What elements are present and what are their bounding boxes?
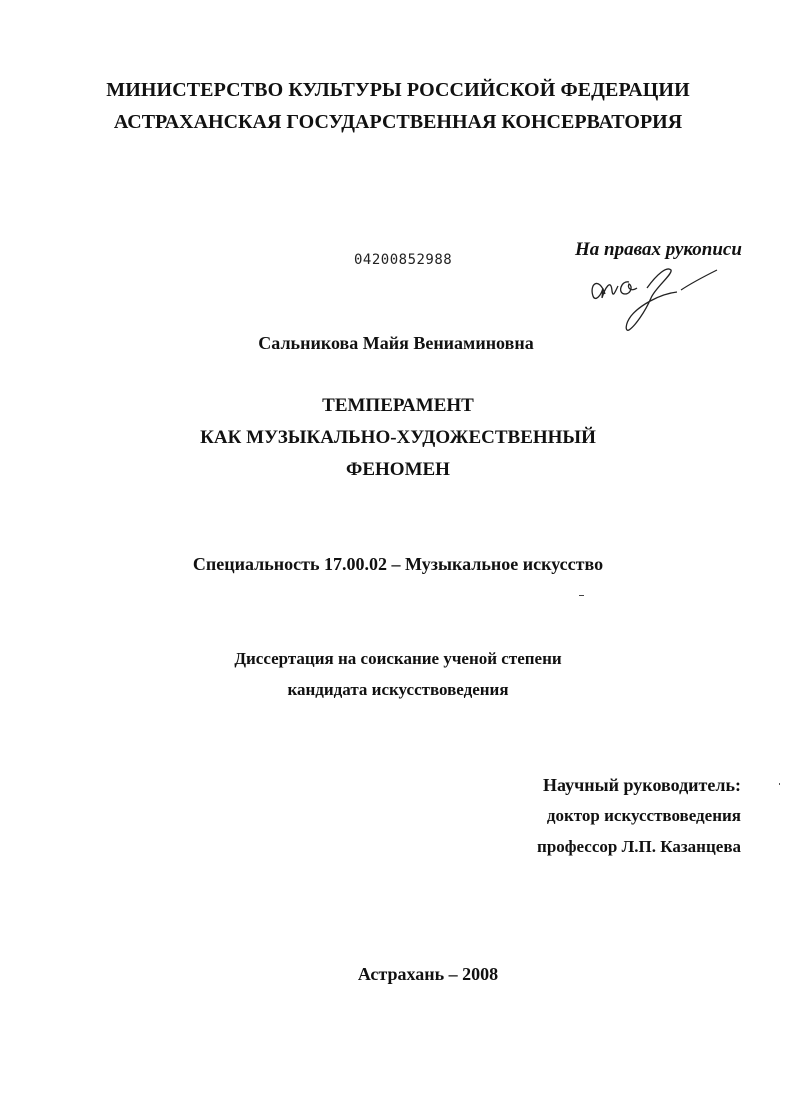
- supervisor-label: Научный руководитель:: [543, 775, 741, 795]
- author-name: Сальникова Майя Вениаминовна: [258, 333, 534, 353]
- handwritten-signature: [585, 258, 725, 338]
- dissertation-line-2: кандидата искусствоведения: [287, 680, 509, 699]
- rights-note: На правах рукописи: [575, 239, 742, 260]
- specialty: Специальность 17.00.02 – Музыкальное искусство: [192, 554, 604, 574]
- conservatory-heading: АСТРАХАНСКАЯ ГОСУДАРСТВЕННАЯ КОНСЕРВАТОРИЯ: [113, 111, 683, 133]
- title-line-3: ФЕНОМЕН: [346, 459, 450, 480]
- scan-speck-margin: [779, 783, 780, 785]
- title-line-1: ТЕМПЕРАМЕНТ: [322, 395, 474, 416]
- signature-stroke-1: [592, 283, 618, 298]
- ministry-heading: МИНИСТЕРСТВО КУЛЬТУРЫ РОССИЙСКОЙ ФЕДЕРАЦИИ: [106, 79, 690, 101]
- place-year: Астрахань – 2008: [357, 964, 499, 984]
- registry-code: 04200852988: [354, 252, 453, 268]
- signature-stroke-2: [621, 282, 637, 294]
- dissertation-line-1: Диссертация на соискание ученой степени: [234, 649, 562, 668]
- signature-stroke-4: [681, 270, 717, 290]
- supervisor-degree: доктор искусствоведения: [546, 806, 741, 825]
- supervisor-name: профессор Л.П. Казанцева: [537, 837, 741, 856]
- signature-stroke-3: [626, 269, 677, 330]
- scan-speck: [579, 595, 584, 596]
- title-line-2: КАК МУЗЫКАЛЬНО-ХУДОЖЕСТВЕННЫЙ: [200, 427, 596, 448]
